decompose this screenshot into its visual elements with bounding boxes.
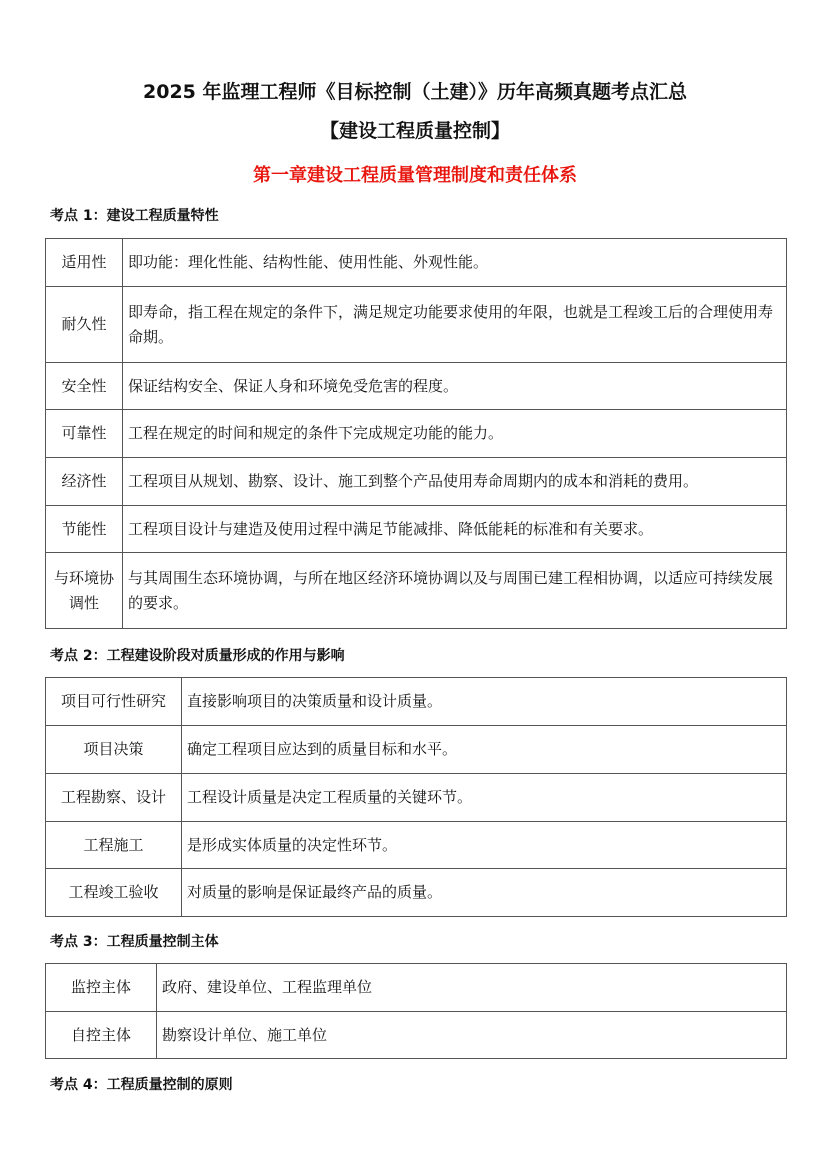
row-value: 政府、建设单位、工程监理单位 <box>157 964 787 1012</box>
row-key: 适用性 <box>46 239 123 287</box>
row-key: 耐久性 <box>46 287 123 363</box>
row-value: 工程项目从规划、勘察、设计、施工到整个产品使用寿命周期内的成本和消耗的费用。 <box>123 458 787 506</box>
table-row <box>46 553 787 629</box>
chapter-title: 第一章建设工程质量管理制度和责任体系 <box>253 165 577 186</box>
row-key: 与环境协调性 <box>46 553 123 629</box>
table-row <box>46 964 787 1012</box>
row-key: 监控主体 <box>46 964 157 1012</box>
row-value: 是形成实体质量的决定性环节。 <box>182 822 787 869</box>
table-row <box>46 869 787 917</box>
row-key: 经济性 <box>46 458 123 506</box>
row-key: 项目决策 <box>46 726 182 774</box>
row-value: 直接影响项目的决策质量和设计质量。 <box>182 678 787 726</box>
table-row <box>46 774 787 822</box>
construction-phase-table <box>45 677 787 917</box>
row-value: 保证结构安全、保证人身和环境免受危害的程度。 <box>123 363 787 410</box>
row-key: 项目可行性研究 <box>46 678 182 726</box>
quality-characteristics-table <box>45 238 787 629</box>
row-key: 节能性 <box>46 506 123 553</box>
row-key: 工程勘察、设计 <box>46 774 182 822</box>
table-row <box>46 822 787 869</box>
row-key: 可靠性 <box>46 410 123 458</box>
row-value: 勘察设计单位、施工单位 <box>157 1012 787 1059</box>
table-row <box>46 458 787 506</box>
section-heading-1: 考点 1：建设工程质量特性 <box>50 208 219 224</box>
table-row <box>46 239 787 287</box>
table-row <box>46 410 787 458</box>
table-row <box>46 506 787 553</box>
table-row <box>46 678 787 726</box>
row-key: 自控主体 <box>46 1012 157 1059</box>
row-value: 工程项目设计与建造及使用过程中满足节能减排、降低能耗的标准和有关要求。 <box>123 506 787 553</box>
section-heading-3: 考点 3：工程质量控制主体 <box>50 934 219 950</box>
row-value: 与其周围生态环境协调，与所在地区经济环境协调以及与周围已建工程相协调，以适应可持续发展的要求。 <box>123 553 787 629</box>
row-value: 工程在规定的时间和规定的条件下完成规定功能的能力。 <box>123 410 787 458</box>
row-key: 工程施工 <box>46 822 182 869</box>
table-row <box>46 1012 787 1059</box>
row-value: 即功能：理化性能、结构性能、使用性能、外观性能。 <box>123 239 787 287</box>
row-value: 工程设计质量是决定工程质量的关键环节。 <box>182 774 787 822</box>
row-key: 安全性 <box>46 363 123 410</box>
table-row <box>46 726 787 774</box>
document-subtitle: 【建设工程质量控制】 <box>319 120 510 142</box>
table-row <box>46 363 787 410</box>
row-key: 工程竣工验收 <box>46 869 182 917</box>
table-row <box>46 287 787 363</box>
control-subject-table <box>45 963 787 1059</box>
section-heading-4: 考点 4：工程质量控制的原则 <box>50 1077 233 1093</box>
row-value: 即寿命，指工程在规定的条件下，满足规定功能要求使用的年限，也就是工程竣工后的合理使用寿命期。 <box>123 287 787 363</box>
document-title: 2025 年监理工程师《目标控制（土建）》历年高频真题考点汇总 <box>143 81 687 103</box>
row-value: 对质量的影响是保证最终产品的质量。 <box>182 869 787 917</box>
section-heading-2: 考点 2：工程建设阶段对质量形成的作用与影响 <box>50 648 345 664</box>
row-value: 确定工程项目应达到的质量目标和水平。 <box>182 726 787 774</box>
